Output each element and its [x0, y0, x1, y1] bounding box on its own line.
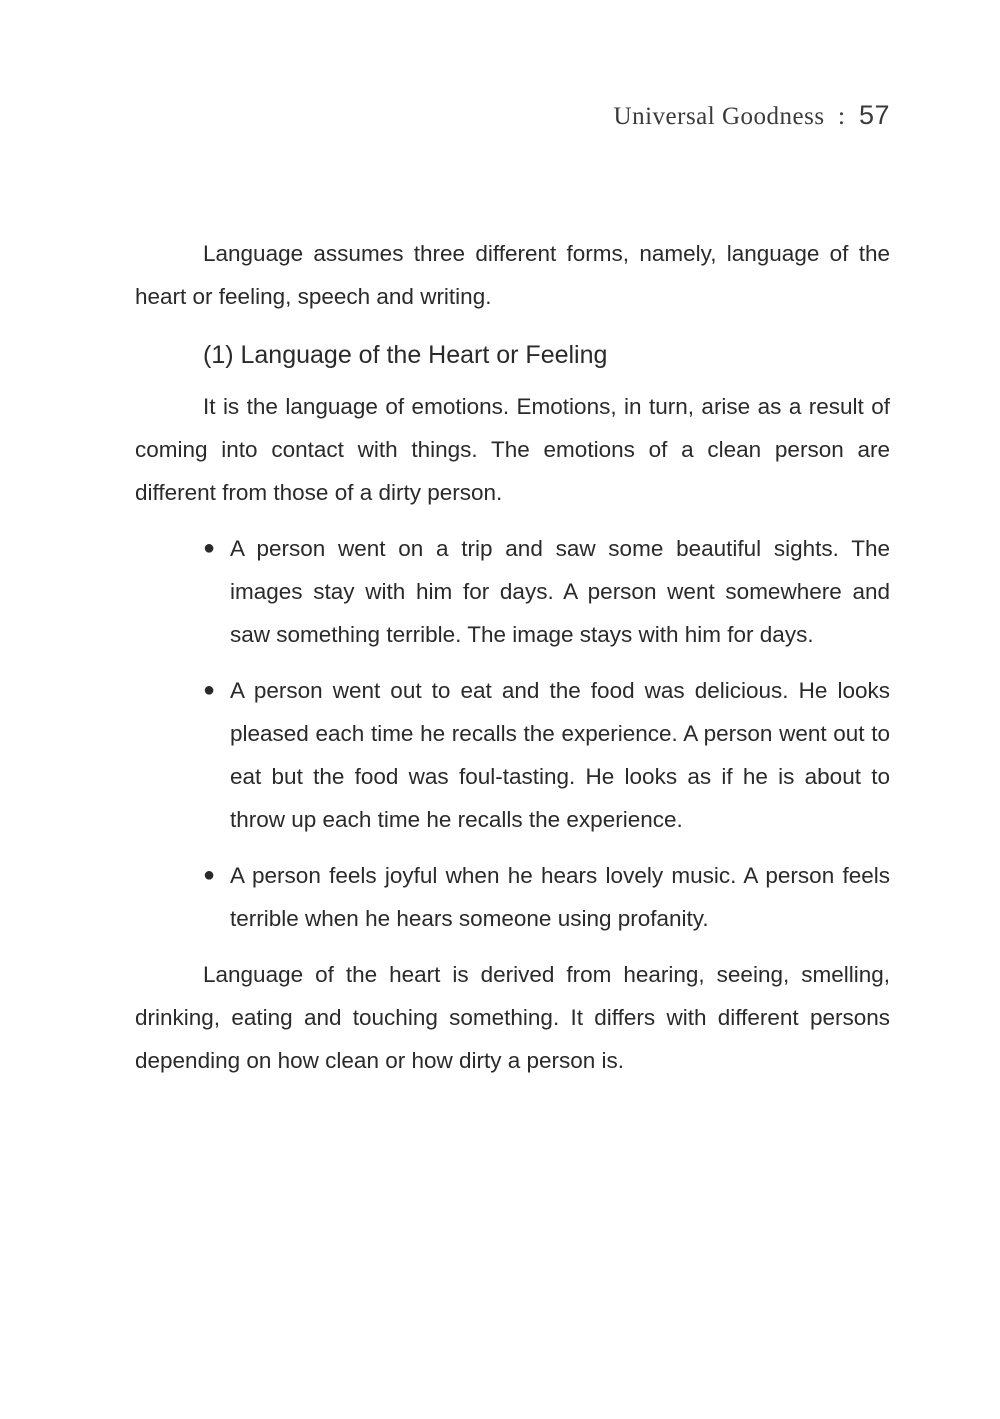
intro-paragraph: Language assumes three different forms, namely, language of the heart or feeling, speech and writing.: [135, 241, 890, 309]
bullet-icon: ●: [203, 679, 216, 701]
list-item-text: A person feels joyful when he hears lovely music. A person feels terrible when he hears someone using profanity.: [230, 863, 890, 931]
closing-paragraph: Language of the heart is derived from hearing, seeing, smelling, drinking, eating and touching something. It differs with different persons depending on how clean or how dirty a person is.: [135, 962, 890, 1073]
body-text: [135, 232, 890, 1082]
section-heading: (1) Language of the Heart or Feeling: [203, 341, 608, 369]
list-item-text: A person went out to eat and the food was delicious. He looks pleased each time he recalls the experience. A person went out to eat but the food was foul-tasting. He looks as if he is about to throw up each time he recalls the experience.: [230, 678, 890, 832]
emotions-paragraph: It is the language of emotions. Emotions, in turn, arise as a result of coming into contact with things. The emotions of a clean person are different from those of a dirty person.: [135, 394, 890, 505]
header-separator: :: [838, 103, 846, 130]
page-number: 57: [858, 100, 890, 130]
bullet-icon: ●: [203, 537, 216, 559]
bullet-icon: ●: [203, 864, 216, 886]
example-list: [135, 527, 890, 940]
book-title: Universal Goodness: [613, 103, 825, 130]
list-item: [135, 527, 890, 656]
running-header: [614, 100, 890, 131]
list-item: [135, 854, 890, 940]
list-item: [135, 669, 890, 841]
list-item-text: A person went on a trip and saw some beautiful sights. The images stay with him for days. A person went somewhere and saw something terrible. The image stays with him for days.: [230, 536, 890, 647]
